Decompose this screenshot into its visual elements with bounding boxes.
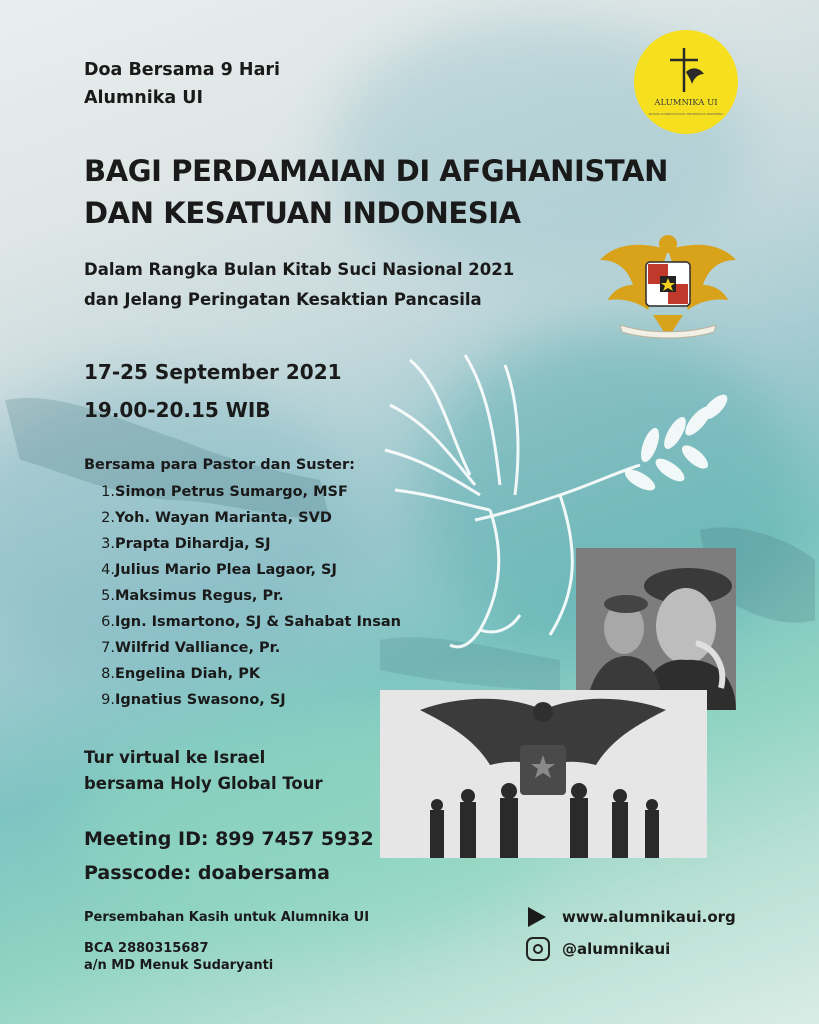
virtual-tour-line-1: Tur virtual ke Israel xyxy=(84,748,266,767)
photo-illustration xyxy=(576,548,736,710)
account-holder: a/n MD Menuk Sudaryanti xyxy=(84,958,274,973)
event-date: 17-25 September 2021 xyxy=(84,360,342,384)
main-title-line-2: DAN KESATUAN INDONESIA xyxy=(84,196,521,230)
subtitle-line-2: dan Jelang Peringatan Kesaktian Pancasila xyxy=(84,290,482,309)
list-item: 5.Maksimus Regus, Pr. xyxy=(101,588,284,604)
subtitle-line-1: Dalam Rangka Bulan Kitab Suci Nasional 2021 xyxy=(84,260,515,279)
garuda-pancasila-emblem xyxy=(598,230,738,342)
event-series-label: Doa Bersama 9 Hari xyxy=(84,60,281,80)
event-time: 19.00-20.15 WIB xyxy=(84,398,271,422)
meeting-passcode: Passcode: doabersama xyxy=(84,862,330,884)
speakers-list xyxy=(84,484,401,718)
speakers-heading: Bersama para Pastor dan Suster: xyxy=(84,457,355,473)
list-item: 3.Prapta Dihardja, SJ xyxy=(101,536,271,552)
list-item: 8.Engelina Diah, PK xyxy=(101,666,261,682)
list-item: 2.Yoh. Wayan Marianta, SVD xyxy=(101,510,332,526)
logo-subtext: IKATAN ALUMNI KATOLIK UNIVERSITAS INDONESIA xyxy=(648,112,724,116)
list-item: 4.Julius Mario Plea Lagaor, SJ xyxy=(101,562,337,578)
photo-illustration xyxy=(380,690,707,858)
donation-heading: Persembahan Kasih untuk Alumnika UI xyxy=(84,910,370,925)
list-item: 7.Wilfrid Valliance, Pr. xyxy=(101,640,281,656)
logo-text: ALUMNIKA UI xyxy=(654,98,718,108)
meeting-id: Meeting ID: 899 7457 5932 xyxy=(84,828,374,850)
list-item: 1.Simon Petrus Sumargo, MSF xyxy=(101,484,348,500)
garuda-monument-photo xyxy=(380,690,707,858)
virtual-tour-line-2: bersama Holy Global Tour xyxy=(84,774,323,793)
list-item: 9.Ignatius Swasono, SJ xyxy=(101,692,286,708)
organization-name: Alumnika UI xyxy=(84,88,203,108)
instagram-icon xyxy=(526,937,550,961)
list-item: 6.Ign. Ismartono, SJ & Sahabat Insan xyxy=(101,614,401,630)
bank-account: BCA 2880315687 xyxy=(84,941,209,956)
main-title-line-1: BAGI PERDAMAIAN DI AFGHANISTAN xyxy=(84,154,668,188)
alumnika-logo xyxy=(634,30,738,134)
cross-dove-icon xyxy=(666,46,706,94)
play-triangle-icon xyxy=(528,907,546,927)
afghan-men-photo xyxy=(576,548,736,710)
instagram-handle[interactable]: @alumnikaui xyxy=(562,940,671,958)
website-link[interactable]: www.alumnikaui.org xyxy=(562,908,736,926)
